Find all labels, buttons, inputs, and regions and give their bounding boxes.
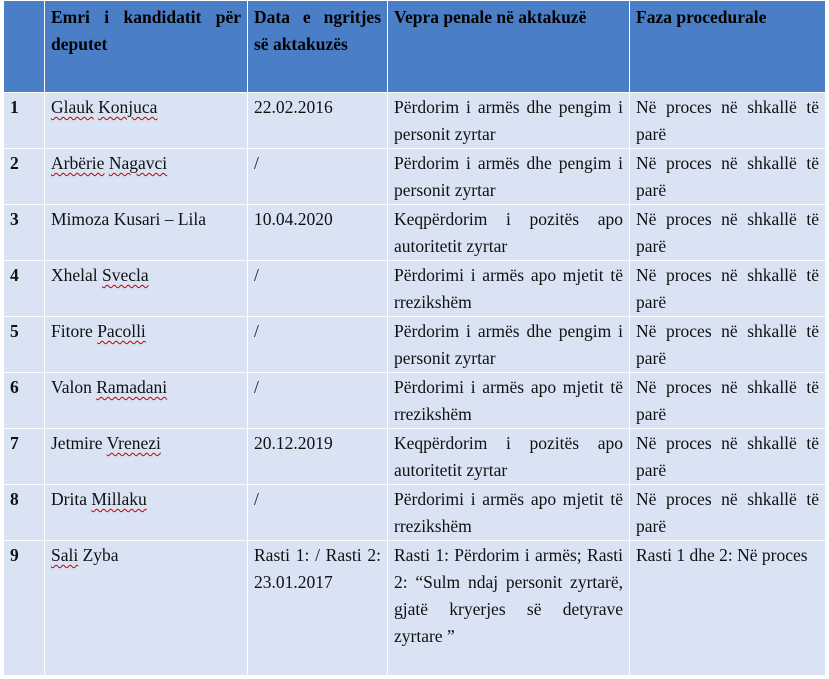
last-name: Ramadani bbox=[96, 377, 168, 397]
indictment-date: / bbox=[248, 485, 388, 541]
procedural-phase: Në proces në shkallë të parë bbox=[630, 205, 826, 261]
criminal-offense: Përdorimi i armës apo mjetit të rrezikshëm bbox=[388, 485, 630, 541]
indictment-date: 20.12.2019 bbox=[248, 429, 388, 485]
procedural-phase: Në proces në shkallë të parë bbox=[630, 93, 826, 149]
header-indictment-date: Data e ngritjes së aktakuzës bbox=[248, 1, 388, 93]
procedural-phase: Në proces në shkallë të parë bbox=[630, 429, 826, 485]
candidate-name bbox=[45, 93, 248, 149]
indictment-date: / bbox=[248, 317, 388, 373]
header-criminal-offense: Vepra penale në aktakuzë bbox=[388, 1, 630, 93]
indictment-date: / bbox=[248, 149, 388, 205]
first-name: Fitore bbox=[51, 321, 93, 341]
procedural-phase: Në proces në shkallë të parë bbox=[630, 261, 826, 317]
procedural-phase: Rasti 1 dhe 2: Në proces bbox=[630, 541, 826, 676]
criminal-offense: Përdorim i armës dhe pengim i personit zyrtar bbox=[388, 149, 630, 205]
table-row bbox=[4, 429, 826, 485]
procedural-phase: Në proces në shkallë të parë bbox=[630, 373, 826, 429]
candidates-table bbox=[3, 0, 826, 676]
criminal-offense: Përdorim i armës dhe pengim i personit zyrtar bbox=[388, 317, 630, 373]
row-number: 7 bbox=[4, 429, 45, 485]
row-number: 3 bbox=[4, 205, 45, 261]
row-number: 4 bbox=[4, 261, 45, 317]
first-name: Valon bbox=[51, 377, 92, 397]
header-number bbox=[4, 1, 45, 93]
criminal-offense: Përdorim i armës dhe pengim i personit zyrtar bbox=[388, 93, 630, 149]
criminal-offense: Rasti 1: Përdorim i armës; Rasti 2: “Sulm ndaj personit zyrtarë, gjatë kryerjes së detyrave zyrtare ” bbox=[388, 541, 630, 676]
candidate-name bbox=[45, 205, 248, 261]
header-candidate-name: Emri i kandidatit për deputet bbox=[45, 1, 248, 93]
last-name: Konjuca bbox=[98, 97, 158, 117]
table-row bbox=[4, 485, 826, 541]
first-name: Jetmire bbox=[51, 433, 103, 453]
indictment-date: / bbox=[248, 261, 388, 317]
criminal-offense: Përdorimi i armës apo mjetit të rrezikshëm bbox=[388, 261, 630, 317]
candidate-name bbox=[45, 149, 248, 205]
criminal-offense: Përdorimi i armës apo mjetit të rrezikshëm bbox=[388, 373, 630, 429]
last-name: Pacolli bbox=[97, 321, 146, 341]
candidate-name bbox=[45, 261, 248, 317]
candidate-name bbox=[45, 317, 248, 373]
table-row bbox=[4, 373, 826, 429]
first-name: Glauk bbox=[51, 97, 94, 117]
header-row bbox=[4, 1, 826, 93]
first-name: Mimoza bbox=[51, 209, 110, 229]
last-name: Kusari – Lila bbox=[113, 209, 207, 229]
criminal-offense: Keqpërdorim i pozitës apo autoritetit zyrtar bbox=[388, 429, 630, 485]
last-name: Svecla bbox=[102, 265, 149, 285]
indictment-date: Rasti 1: / Rasti 2: 23.01.2017 bbox=[248, 541, 388, 676]
row-number: 6 bbox=[4, 373, 45, 429]
first-name: Drita bbox=[51, 489, 87, 509]
indictment-date: 10.04.2020 bbox=[248, 205, 388, 261]
first-name: Arbërie bbox=[51, 153, 105, 173]
table-row bbox=[4, 317, 826, 373]
last-name: Zyba bbox=[82, 545, 119, 565]
last-name: Millaku bbox=[91, 489, 147, 509]
last-name: Nagavci bbox=[108, 153, 168, 173]
first-name: Xhelal bbox=[51, 265, 98, 285]
procedural-phase: Në proces në shkallë të parë bbox=[630, 317, 826, 373]
table-row bbox=[4, 205, 826, 261]
row-number: 5 bbox=[4, 317, 45, 373]
indictment-date: / bbox=[248, 373, 388, 429]
table-row bbox=[4, 149, 826, 205]
candidate-name bbox=[45, 373, 248, 429]
indictment-date: 22.02.2016 bbox=[248, 93, 388, 149]
row-number: 1 bbox=[4, 93, 45, 149]
first-name: Sali bbox=[51, 545, 79, 565]
table-row bbox=[4, 93, 826, 149]
candidate-name bbox=[45, 541, 248, 676]
row-number: 9 bbox=[4, 541, 45, 676]
table-row bbox=[4, 261, 826, 317]
last-name: Vrenezi bbox=[106, 433, 161, 453]
criminal-offense: Keqpërdorim i pozitës apo autoritetit zyrtar bbox=[388, 205, 630, 261]
candidate-name bbox=[45, 485, 248, 541]
procedural-phase: Në proces në shkallë të parë bbox=[630, 485, 826, 541]
table-row bbox=[4, 541, 826, 676]
row-number: 8 bbox=[4, 485, 45, 541]
procedural-phase: Në proces në shkallë të parë bbox=[630, 149, 826, 205]
row-number: 2 bbox=[4, 149, 45, 205]
header-procedural-phase: Faza procedurale bbox=[630, 1, 826, 93]
candidate-name bbox=[45, 429, 248, 485]
